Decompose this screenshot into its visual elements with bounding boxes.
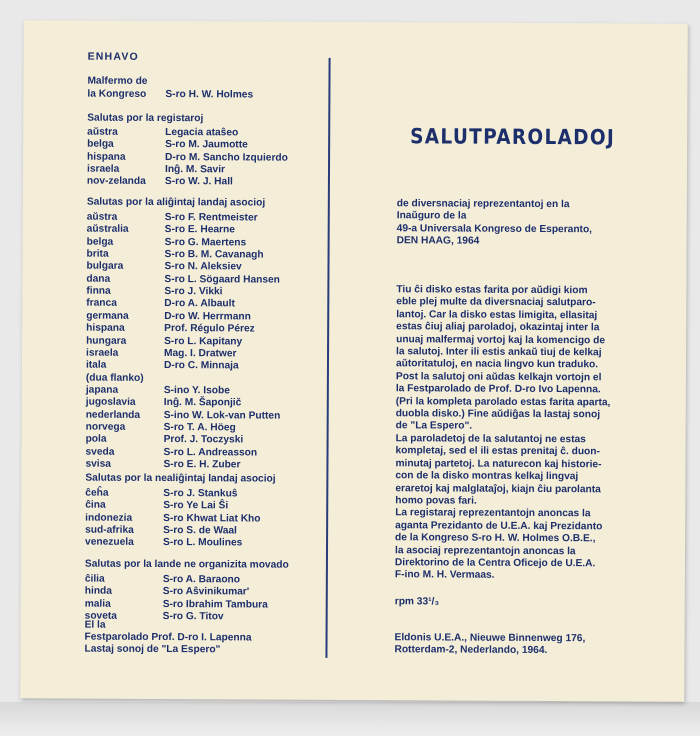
list-item [86,422,326,435]
list-item [86,310,326,323]
country-label: svisa [85,458,111,470]
speaker-name: D-ro A. Albault [164,298,235,310]
country-label: germana [86,310,129,322]
list-item [85,537,325,550]
list-item [87,139,327,152]
publisher-block [394,632,585,658]
background-surface [0,702,700,736]
speaker-name: D-ro C. Minnaja [163,360,239,372]
description-line: Tiu ĉi disko estas farita por aŭdigi kiom [396,284,588,297]
speaker-name: S-ro A. Baraono [162,574,241,586]
country-label: ĉilia [84,573,105,585]
country-label: nov-zelanda [86,175,146,188]
country-label: dana [86,273,111,285]
country-label: aŭstra [86,211,118,223]
list-item [85,446,325,459]
description-line: de "La Espero". [395,420,473,433]
description-line: la salutoj. Inter ili estis ankaŭ tiuj de kelkaj [396,346,602,359]
description-line: homo povas fari. [395,495,477,507]
description-line: duobla disko.) Fine aŭdiĝas la lastaj sonoj [395,408,601,421]
country-label: hungara [86,335,127,347]
list-item [86,323,326,336]
list-item [85,512,325,525]
description-line: Post la salutoj oni aŭdas kelkajn vortojn el [395,371,602,384]
list-item [85,611,325,624]
country-label: brita [86,248,109,260]
subtitle-line: Inaŭguro de la [396,210,467,222]
list-item [86,360,326,373]
description-line: estas ĉiuj aliaj paroladoj, okazintaj inter la [396,321,600,334]
description-line: la asociaj reprezentantojn anoncas la [394,544,576,557]
subtitle-line: DEN HAAG, 1964 [396,235,480,247]
country-label: aŭstra [87,126,118,138]
description-line: unuaj malfermaj vortoj kaj la komencigo de [396,333,606,346]
description-line: (Pri la kompleta parolado estas farita aparta, [395,395,611,408]
list-item [86,273,326,286]
country-label: malia [84,598,111,610]
country-label: finna [86,285,111,297]
description-line: La paroladetoj de la salutantoj ne estas [395,433,586,446]
speaker-name: D-ro M. Sancho Izquierdo [165,151,288,164]
speaker-name: S-ro B. M. Cavanagh [164,249,264,261]
list-item [85,586,325,599]
rpm-label: rpm 33¹/₃ [394,596,440,608]
list-item [85,525,325,538]
speaker-name: S-ro E. H. Zuber [163,459,241,471]
country-label: hinda [84,585,112,598]
speaker-name: Mag. I. Dratwer [164,347,237,360]
country-label: jugoslavia [85,396,136,409]
country-label: belga [87,138,114,151]
publisher-line: Eldonis U.E.A., Nieuwe Binnenweg 176, [394,632,586,645]
country-label: franca [86,298,117,310]
speaker-name: S-ro Ye Lai Ŝi [163,500,229,512]
opening-line2-label: la Kongreso [87,88,147,100]
country-label: venezuela [85,536,134,549]
speaker-name: S-ro T. A. Höeg [163,421,236,434]
speaker-name: S-ro W. J. Hall [164,176,233,188]
speaker-name: S-ro Ibrahim Tambura [162,598,268,611]
list-item [86,372,326,385]
speaker-name: S-ro Aŝvinikumar' [162,586,250,598]
list-item [86,335,326,348]
description-line: kompletaj, sed el ili estas prenitaj ĉ. duon- [395,445,600,458]
country-label: indonezia [85,512,133,524]
list-item [86,397,326,410]
description-line: de la Kongreso S-ro H. W. Holmes O.B.E., [395,532,596,545]
speaker-name: Legacia ataŝeo [165,127,239,139]
description-line: La registaraj reprezentantojn anoncas la [395,507,591,520]
contents-heading: ENHAVO [87,50,139,63]
list-item [85,488,325,501]
speaker-name: S-ro J. Vikki [164,286,223,298]
speaker-name: S-ro F. Rentmeister [164,212,258,224]
speaker-name: S-ro Khwat Liat Kho [163,512,261,525]
unorganized-section-title: Salutas por la lande ne organizita movado [84,558,289,571]
list-item [87,236,327,249]
speaker-name: S-ro G. Titov [162,611,224,623]
opening-line1: Malfermo de [87,75,148,87]
description-line: con de la disko montras kelkaj lingvaj [395,470,579,483]
country-label: hispana [86,322,125,334]
record-sleeve [20,20,688,701]
country-label: (dua flanko) [85,372,144,384]
album-title: SALUTPAROLADOJ [410,124,616,150]
publisher-line: Rotterdam-2, Nederlando, 1964. [394,644,548,657]
speaker-name: S-ino W. Lok-van Putten [163,409,281,422]
speaker-name: Prof. J. Toczyski [163,434,244,446]
country-label: nederlanda [85,409,141,421]
speaker-name: S-ro L. Moulines [163,537,243,549]
speaker-name: S-ro G. Maertens [164,236,247,249]
country-label: sveda [85,446,115,458]
country-label: itala [85,359,107,371]
registrar-section-title: Salutas por la registaroj [87,112,204,125]
speaker-name: D-ro W. Herrmann [164,310,251,323]
list-item [87,164,327,177]
list-item [85,500,325,513]
description-line: lantoj. Car la disko estas limigita, ellasitaj [396,309,598,322]
list-item [86,384,326,397]
country-label: norvega [85,421,126,433]
description-line: Direktorino de la Centra Oficejo de U.E.A. [394,557,596,570]
description-line: la Festparolado de Prof. D-ro Ivo Lapenna. [395,383,601,396]
subtitle-line: de diversnaciaj reprezentantoj en la [396,198,570,211]
country-label: soveta [84,610,117,622]
description-line: eble plej multe da diversnaciaj salutparo- [396,296,596,309]
speaker-name: S-ro L. Kapitany [164,335,243,347]
closing-line1: El la [84,619,106,631]
description-line: aganta Prezidanto de U.E.A. kaj Prezidanto [395,519,603,533]
list-item [86,261,326,274]
country-label: hispana [87,151,126,163]
speaker-name: Prof. Régulo Pérez [164,323,255,335]
country-label: ĉina [85,499,106,512]
speaker-name: S-ro J. Stankuŝ [163,488,238,500]
speaker-name: S-ro M. Jaumotte [165,139,248,151]
list-item [87,249,327,262]
country-label: bulgara [86,260,124,273]
list-item [87,224,327,237]
closing-line3: Lastaj sonoj de "La Espero" [84,643,221,656]
list-item [87,151,327,164]
subtitle-line: 49-a Universala Kongreso de Esperanto, [396,223,593,236]
description-line: minutaj partetoj. La naturecon kaj historie- [395,457,602,470]
list-item [86,409,326,422]
opening-line2-name: S-ro H. W. Holmes [165,89,254,101]
affiliated-section-title: Salutas por la aliĝintaj landaj asocioj [86,196,266,209]
list-item [86,434,326,447]
speaker-name: Inĝ. M. Šaponjič [163,397,242,409]
subtitle-block [397,198,593,249]
list-item [85,459,325,472]
country-label: israela [86,347,119,359]
speaker-name: S-ro N. Aleksiev [164,261,242,273]
list-item [86,298,326,311]
list-item [86,347,326,360]
country-label: belga [86,236,114,248]
description-line: eraretoj kaj malglataĵoj, kiajn ĉiu parolanta [395,482,601,495]
list-item [87,212,327,225]
list-item [85,574,325,587]
country-label: israela [86,163,120,175]
list-item [85,598,325,611]
country-label: pola [85,433,107,446]
speaker-name: S-ro S. de Waal [163,525,237,537]
speaker-name: Inĝ. M. Savir [164,164,226,176]
description-line: aŭtoritatuloj, en nacia lingvo kun traduko. [395,358,599,371]
country-label: ĉeĥa [85,487,109,499]
list-item [86,286,326,299]
country-label: japana [85,384,119,396]
closing-line2: Festparolado Prof. D-ro I. Lapenna [84,631,252,644]
speaker-name: S-ro L. Sögaard Hansen [164,273,280,286]
speaker-name: S-ino Y. Isobe [163,384,230,397]
nonaffiliated-section-title: Salutas por la nealiĝintaj landaj asocioj [85,472,276,485]
country-label: sud-afrika [85,524,134,536]
list-item [87,176,327,189]
description-line: F-ino M. H. Vermaas. [394,569,495,582]
speaker-name: S-ro E. Hearne [164,224,235,236]
country-label: aŭstralia [86,223,129,236]
list-item [87,127,327,140]
description-block [395,284,611,583]
speaker-name: S-ro L. Andreasson [163,446,258,459]
